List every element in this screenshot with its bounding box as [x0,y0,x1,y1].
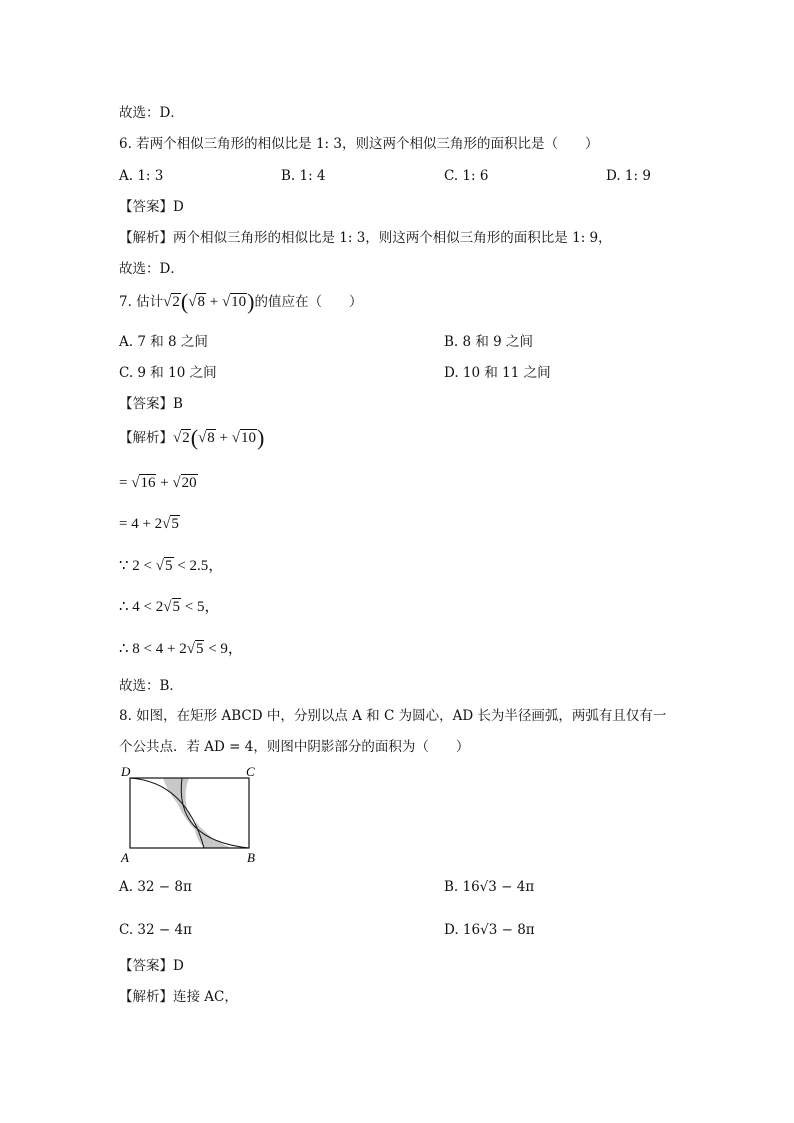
question-7-answer: 【答案】B [119,396,183,412]
question-6: 6. 若两个相似三角形的相似比是 1: 3，则这两个相似三角形的面积比是（ ） [119,136,599,152]
question-7: 7. 估计√2(√8 + √10)的值应在（ ） [119,289,363,314]
rectangle-figure [118,762,263,864]
option-a: A. 32 − 8π [119,879,192,895]
question-8-line2: 个公共点．若 AD = 4，则图中阴影部分的面积为（ ） [119,739,470,755]
step-2: = 4 + 2√5 [119,516,179,532]
step-5: ∴ 8 < 4 + 2√5 < 9， [119,641,243,657]
label-d: D [121,764,131,779]
option-a: A. 7 和 8 之间 [119,334,208,350]
shaded-region-left [130,778,202,848]
question-8-line1: 8. 如图，在矩形 ABCD 中，分别以点 A 和 C 为圆心，AD 长为半径画弧，两弧有且仅有一 [119,708,667,724]
option-c: C. 1: 6 [444,168,489,184]
question-6-answer: 【答案】D [119,199,184,215]
question-8-explanation: 【解析】连接 AC， [119,989,238,1005]
option-b: B. 8 和 9 之间 [444,334,534,350]
question-7-conclusion: 故选：B． [119,678,183,694]
option-d: D. 10 和 11 之间 [444,365,551,381]
step-1: = √16 + √20 [119,475,197,491]
question-7-explanation: 【解析】√2(√8 + √10) [119,425,265,450]
arc-from-c [181,778,249,848]
option-c: C. 32 − 4π [119,922,192,938]
step-3: ∵ 2 < √5 < 2.5， [119,558,224,574]
question-6-explanation: 【解析】两个相似三角形的相似比是 1: 3，则这两个相似三角形的面积比是 1: 9， [119,230,612,246]
question-6-conclusion: 故选：D． [119,261,184,277]
answer-conclusion-5: 故选：D． [119,105,184,121]
label-c: C [246,764,255,779]
q7-expression: √2(√8 + √10) [163,289,255,314]
step-4: ∴ 4 < 2√5 < 5， [119,599,220,615]
option-b: B. 1: 4 [281,168,326,184]
option-c: C. 9 和 10 之间 [119,365,217,381]
question-8-answer: 【答案】D [119,958,184,974]
option-a: A. 1: 3 [119,168,164,184]
arc-from-a [130,778,204,848]
label-a: A [121,850,129,864]
option-d: D. 1: 9 [606,168,651,184]
option-b: B. 16√3 − 4π [444,879,535,895]
option-d: D. 16√3 − 8π [444,922,535,938]
label-b: B [247,850,255,864]
